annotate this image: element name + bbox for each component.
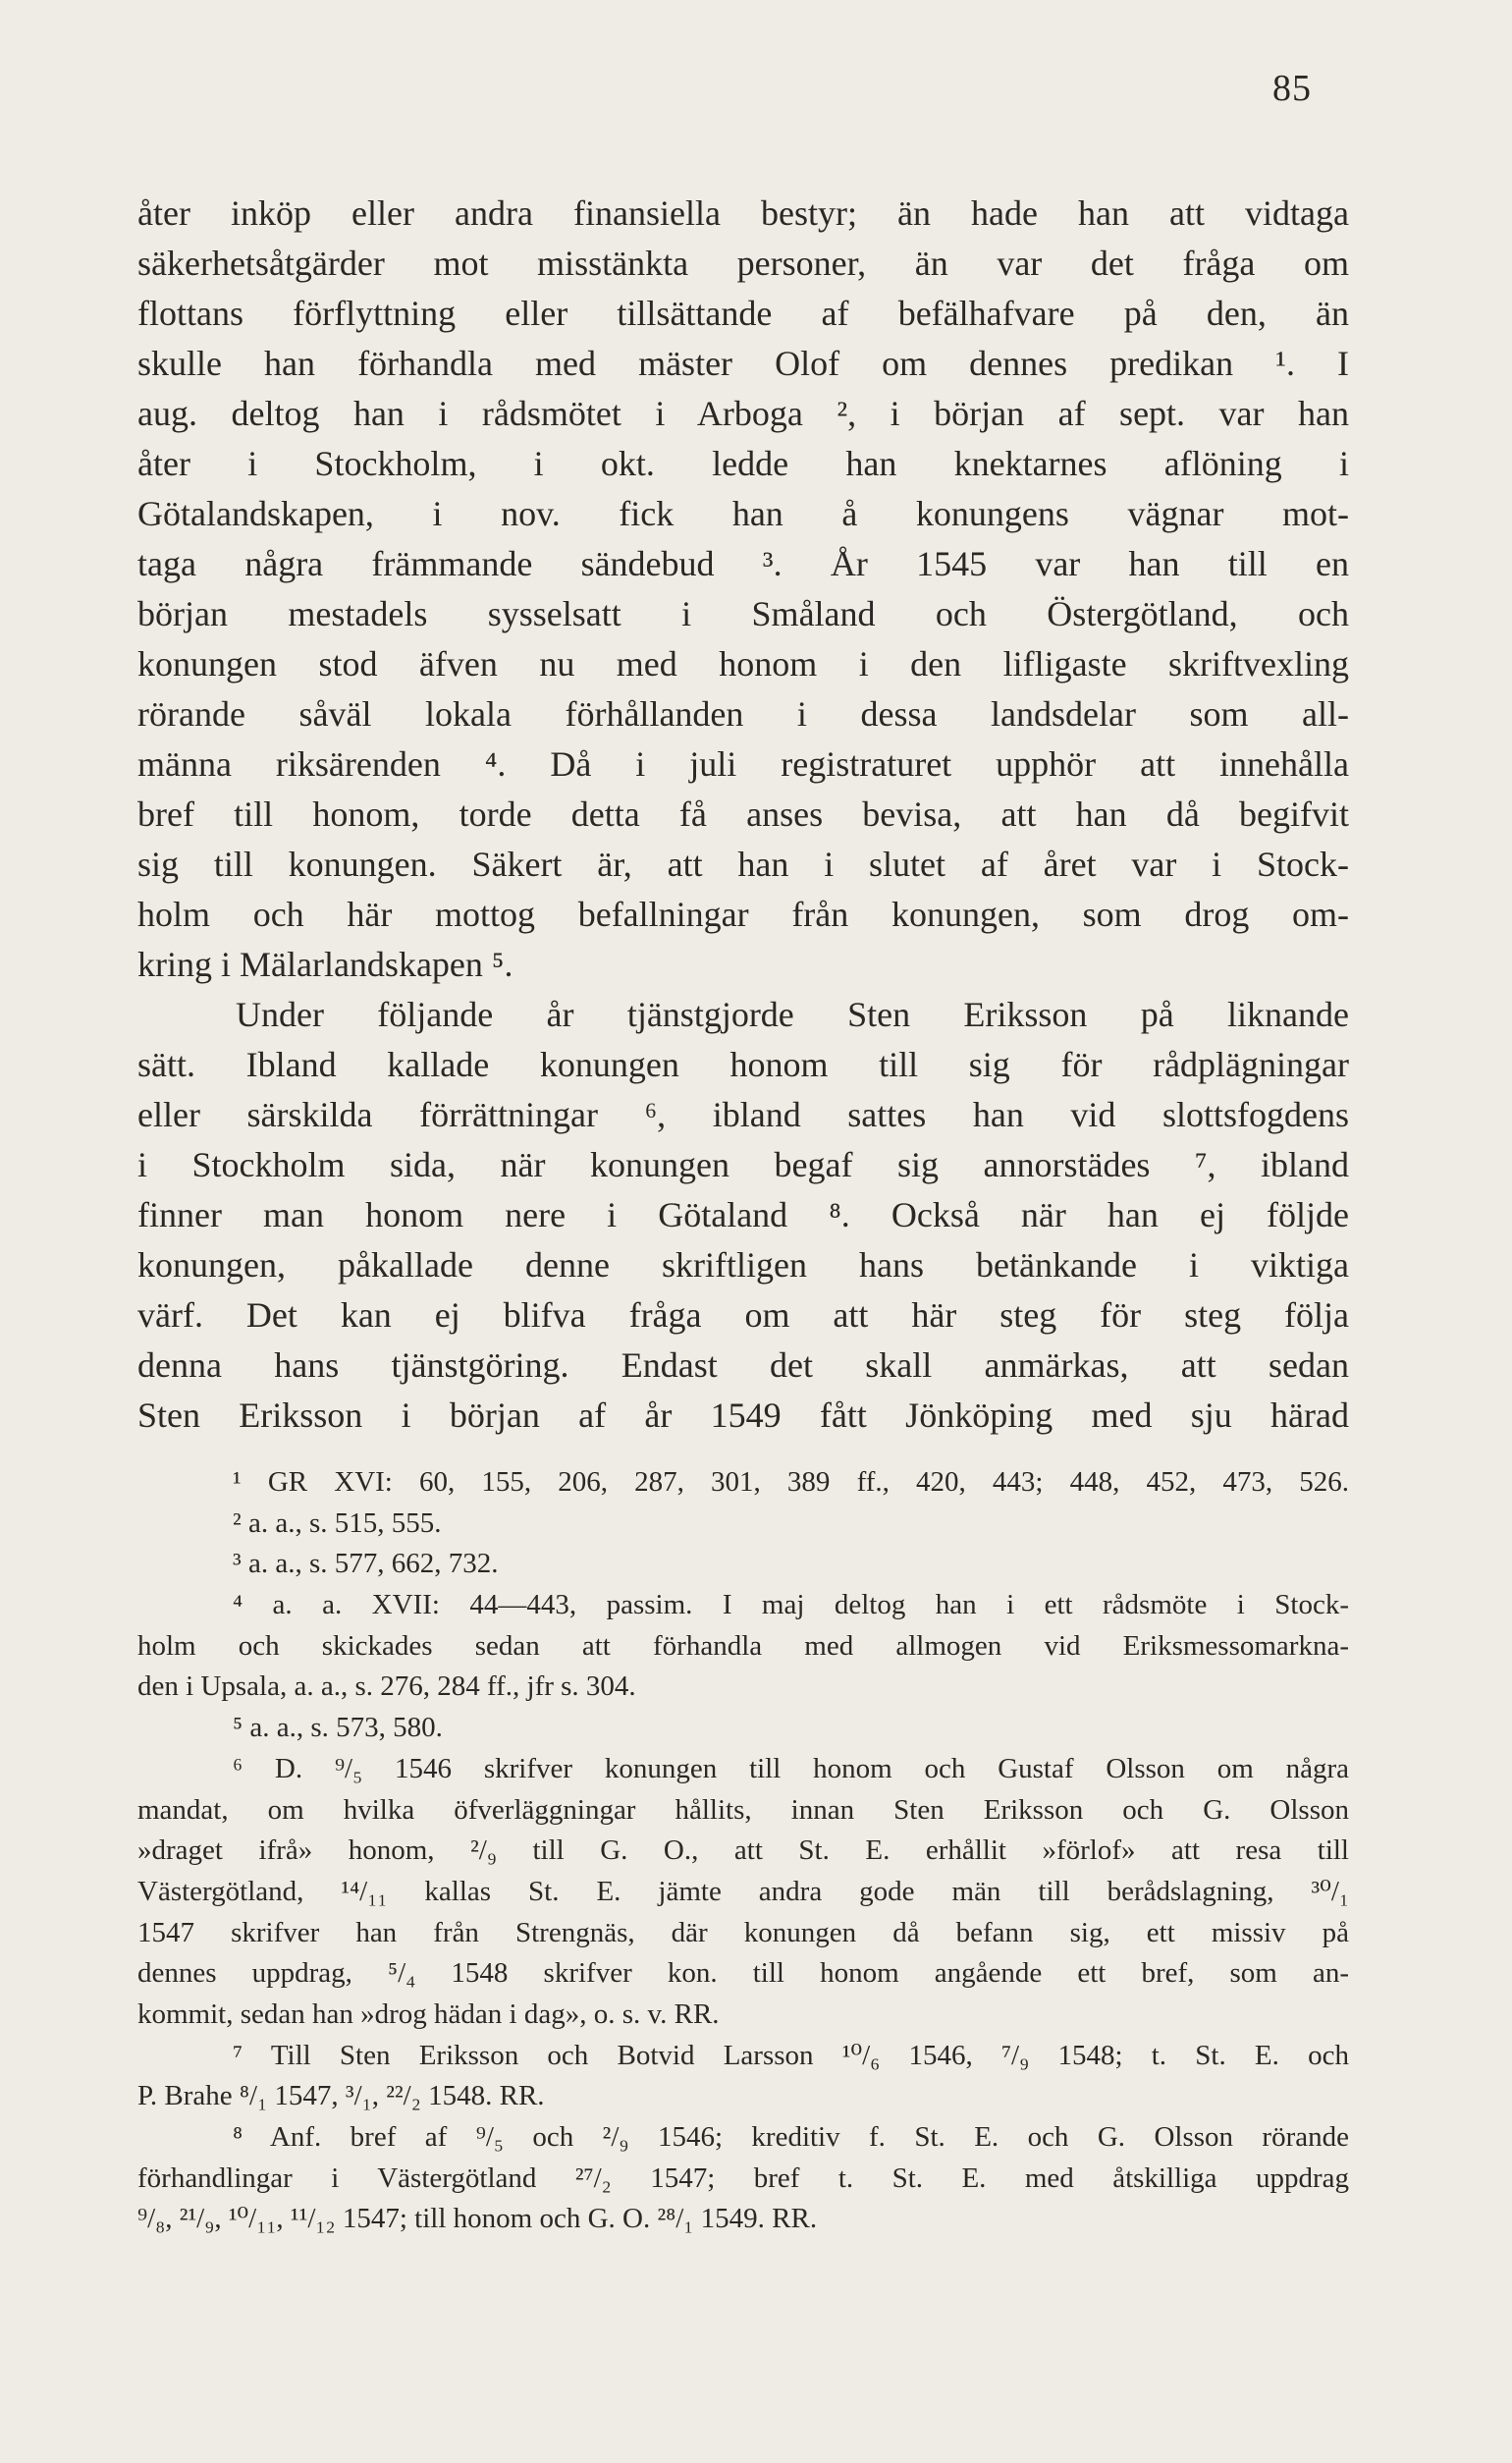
body-line: taga några främmande sändebud ³. År 1545 var han till en [137,544,1349,583]
footnote-line: ⁶ D. ⁹/₅ 1546 skrifver konungen till honom och Gustaf Olsson om några [233,1752,1349,1784]
body-line: konungen, påkallade denne skriftligen hans betänkande i viktiga [137,1245,1349,1285]
body-line: sig till konungen. Säkert är, att han i slutet af året var i Stock- [137,845,1349,884]
body-line: finner man honom nere i Götaland ⁸. Också när han ej följde [137,1195,1349,1234]
footnote-line: ⁷ Till Sten Eriksson och Botvid Larsson ¹⁰/₆ 1546, ⁷/₉ 1548; t. St. E. och [233,2039,1349,2071]
footnotes [137,1462,1349,2240]
body-line: konungen stod äfven nu med honom i den lifligaste skriftvexling [137,644,1349,684]
page-number: 85 [1272,68,1312,109]
body-line: Götalandskapen, i nov. fick han å konungens vägnar mot- [137,494,1349,533]
footnote-line: den i Upsala, a. a., s. 276, 284 ff., jfr s. 304. [137,1670,636,1703]
body-line: holm och här mottog befallningar från konungen, som drog om- [137,895,1349,934]
body-line: flottans förflyttning eller tillsättande af befälhafvare på den, än [137,294,1349,333]
body-line: i Stockholm sida, när konungen begaf sig annorstädes ⁷, ibland [137,1145,1349,1184]
body-line: bref till honom, torde detta få anses bevisa, att han då begifvit [137,794,1349,834]
body-line: eller särskilda förrättningar ⁶, ibland sattes han vid slottsfogdens [137,1095,1349,1134]
footnote-line: ² a. a., s. 515, 555. [233,1506,442,1539]
footnote-line: ³ a. a., s. 577, 662, 732. [233,1548,499,1580]
body-line: rörande såväl lokala förhållanden i dessa landsdelar som all- [137,694,1349,734]
body-line: säkerhetsåtgärder mot misstänkta personer, än var det fråga om [137,244,1349,283]
footnote-line: »draget ifrå» honom, ²/₉ till G. O., att St. E. erhållit »förlof» att resa till [137,1834,1349,1867]
body-line: början mestadels sysselsatt i Småland och Östergötland, och [137,594,1349,633]
footnote-line: förhandlingar i Västergötland ²⁷/₂ 1547; bref t. St. E. med åtskilliga uppdrag [137,2162,1349,2194]
body-line: åter i Stockholm, i okt. ledde han knektarnes aflöning i [137,444,1349,483]
footnote-line: holm och skickades sedan att förhandla med allmogen vid Eriksmessomarkna- [137,1629,1349,1662]
footnote-line: ¹ GR XVI: 60, 155, 206, 287, 301, 389 ff., 420, 443; 448, 452, 473, 526. [233,1466,1349,1498]
body-line: sätt. Ibland kallade konungen honom till sig för rådplägningar [137,1045,1349,1084]
body-line: aug. deltog han i rådsmötet i Arboga ², i början af sept. var han [137,394,1349,433]
body-line: kring i Mälarlandskapen ⁵. [137,945,513,984]
footnote-line: dennes uppdrag, ⁵/₄ 1548 skrifver kon. till honom angående ett bref, som an- [137,1957,1349,1990]
footnote-line: 1547 skrifver han från Strengnäs, där konungen då befann sig, ett missiv på [137,1916,1349,1948]
footnote-line: ⁹/₈, ²¹/₉, ¹⁰/₁₁, ¹¹/₁₂ 1547; till honom och G. O. ²⁸/₁ 1549. RR. [137,2203,818,2235]
footnote-line: ⁴ a. a. XVII: 44—443, passim. I maj deltog han i ett rådsmöte i Stock- [233,1589,1349,1621]
body-line: åter inköp eller andra finansiella bestyr; än hade han att vidtaga [137,193,1349,233]
footnote-line: kommit, sedan han »drog hädan i dag», o. s. v. RR. [137,1998,720,2030]
body-line: Sten Eriksson i början af år 1549 fått Jönköping med sju härad [137,1396,1349,1435]
footnote-line: Västergötland, ¹⁴/₁₁ kallas St. E. jämte andra gode män till berådslagning, ³⁰/₁ [137,1875,1349,1907]
body-line: värf. Det kan ej blifva fråga om att här steg för steg följa [137,1295,1349,1335]
footnote-line: mandat, om hvilka öfverläggningar hållits, innan Sten Eriksson och G. Olsson [137,1793,1349,1826]
footnote-line: ⁵ a. a., s. 573, 580. [233,1712,443,1744]
body-line: Under följande år tjänstgjorde Sten Eriksson på liknande [236,995,1349,1034]
footnote-line: P. Brahe ⁸/₁ 1547, ³/₁, ²²/₂ 1548. RR. [137,2080,545,2112]
body-line: skulle han förhandla med mäster Olof om dennes predikan ¹. I [137,344,1349,383]
body-text [137,189,1349,1441]
footnote-line: ⁸ Anf. bref af ⁹/₅ och ²/₉ 1546; kreditiv f. St. E. och G. Olsson rörande [233,2121,1349,2153]
body-line: denna hans tjänstgöring. Endast det skall anmärkas, att sedan [137,1345,1349,1385]
body-line: männa riksärenden ⁴. Då i juli registraturet upphör att innehålla [137,744,1349,784]
